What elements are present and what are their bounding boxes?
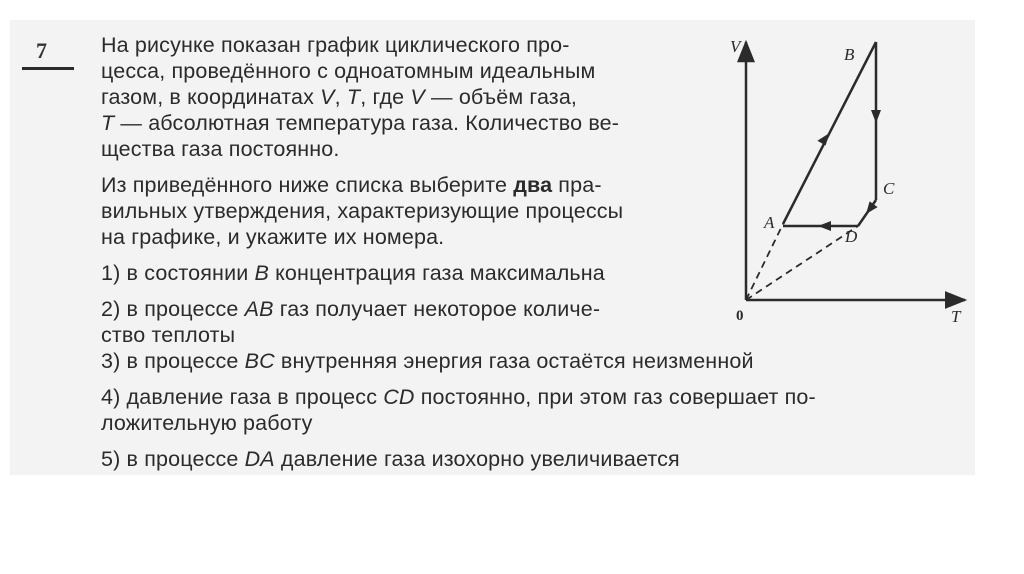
option-2-text-b: газ получает некоторое количе- (273, 297, 601, 321)
intro-line-3-text-a: газом, в координатах (101, 85, 321, 109)
option-3-text-a: 3) в процессе (101, 349, 245, 373)
option-4-process: CD (383, 385, 415, 409)
t-axis-label: T (951, 307, 961, 326)
intro-line-3-text-b: , где (360, 85, 411, 109)
dashed-line-to-d (746, 226, 858, 300)
intro-line-1 (101, 32, 570, 58)
intro-line-3-comma: , (334, 85, 347, 109)
option-2 (101, 296, 600, 322)
dashed-line-to-a (746, 224, 783, 300)
option-5 (101, 446, 680, 472)
task-line-1-text-b: пра- (552, 173, 602, 197)
intro-line-2-text: цесса, проведённого с одноатомным идеальным (101, 59, 596, 83)
option-4-continued (101, 410, 312, 436)
option-1-text-a: 1) в состоянии (101, 261, 255, 285)
point-b-label: B (844, 45, 855, 64)
option-1-text-b: концентрация газа максимальна (269, 261, 605, 285)
task-line-2-text: вильных утверждения, характеризующие процессы (101, 199, 624, 223)
intro-line-5 (101, 136, 340, 162)
option-4-text-b: постоянно, при этом газ совершает по- (414, 385, 816, 409)
option-5-process: DA (244, 447, 275, 471)
option-3-text-b: внутренняя энергия газа остаётся неизменной (274, 349, 754, 373)
task-bold-word: два (513, 173, 553, 197)
var-t: T (346, 85, 361, 109)
point-d-label: D (845, 227, 858, 246)
task-line-1-text-a: Из приведённого ниже списка выберите (101, 173, 514, 197)
task-line-2 (101, 198, 623, 224)
var-v-2: V (410, 85, 425, 109)
question-number: 7 (36, 38, 47, 63)
intro-line-5-text: щества газа постоянно. (101, 137, 340, 161)
task-line-1 (101, 172, 602, 198)
intro-line-4 (101, 110, 619, 136)
arrow-da-icon (818, 221, 831, 231)
option-1-state: B (254, 261, 270, 285)
option-2-continued (101, 322, 235, 348)
option-3-process: BC (244, 349, 275, 373)
point-a-label: A (764, 213, 775, 232)
option-5-text-a: 5) в процессе (101, 447, 245, 471)
option-2-text-c: ство теплоты (101, 323, 236, 347)
option-4-text-a: 4) давление газа в процесс (101, 385, 384, 409)
question-number-underline (22, 67, 74, 70)
option-1 (101, 260, 605, 286)
point-c-label: C (883, 179, 895, 198)
intro-line-3-text-c: — объём газа, (424, 85, 578, 109)
option-4 (101, 384, 816, 410)
var-v: V (320, 85, 335, 109)
option-3 (101, 348, 754, 374)
intro-line-1-text: На рисунке показан график циклического про- (101, 33, 570, 57)
intro-line-3 (101, 84, 577, 110)
option-4-text-c: ложительную работу (101, 411, 313, 435)
arrow-cd-icon (866, 201, 878, 214)
option-5-text-b: давление газа изохорно увеличивается (274, 447, 680, 471)
task-line-3-text: на графике, и укажите их номера. (101, 225, 445, 249)
intro-line-2 (101, 58, 595, 84)
v-axis-label: V (730, 37, 741, 56)
option-2-process: AB (244, 297, 274, 321)
intro-line-4-text: — абсолютная температура газа. Количество ве- (114, 111, 620, 135)
vt-cycle-diagram (728, 28, 973, 333)
var-t-2: T (101, 111, 115, 135)
arrow-bc-icon (871, 110, 881, 123)
task-line-3 (101, 224, 444, 250)
origin-label: 0 (736, 308, 744, 324)
option-2-text-a: 2) в процессе (101, 297, 245, 321)
